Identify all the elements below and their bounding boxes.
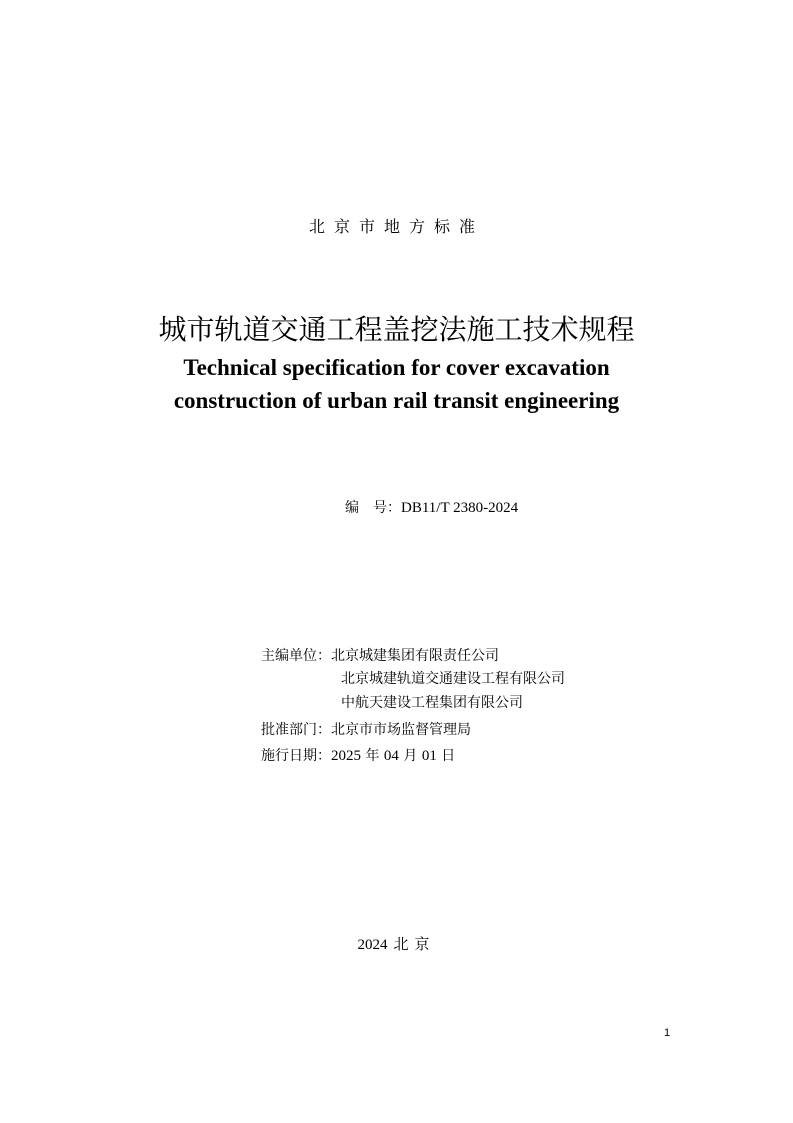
effective-date-row	[261, 746, 455, 766]
editor-unit-1: 北京城建集团有限责任公司	[331, 648, 499, 664]
publication-year: 2024	[357, 937, 388, 953]
standard-code	[345, 498, 518, 518]
editor-label: 主编单位：	[261, 648, 331, 664]
effective-year: 2025	[331, 748, 361, 764]
editor-unit-2: 北京城建轨道交通建设工程有限公司	[341, 671, 565, 687]
chinese-title: 城市轨道交通工程盖挖法施工技术规程	[158, 313, 635, 346]
approval-value: 北京市市场监督管理局	[331, 722, 471, 738]
standard-type-heading: 北京市地方标准	[308, 217, 484, 236]
effective-year-unit: 年	[365, 748, 380, 764]
publication-city: 北京	[393, 935, 436, 953]
approval-label: 批准部门：	[261, 722, 331, 738]
page-number: 1	[664, 1027, 671, 1039]
publication-footer	[0, 934, 793, 955]
effective-day-unit: 日	[441, 748, 456, 764]
effective-day: 01	[421, 748, 437, 764]
effective-month-unit: 月	[403, 748, 418, 764]
approval-row	[261, 720, 471, 740]
effective-month: 04	[383, 748, 399, 764]
editor-row	[261, 646, 499, 666]
english-title-line-2: construction of urban rail transit engineering	[173, 388, 620, 413]
editor-unit-3: 中航天建设工程集团有限公司	[341, 695, 523, 711]
standard-code-value: DB11/T 2380-2024	[401, 500, 519, 516]
english-title-line-1: Technical specification for cover excavation	[183, 355, 610, 380]
standard-code-label: 编 号：	[345, 500, 401, 516]
effective-date-label: 施行日期：	[261, 748, 331, 764]
